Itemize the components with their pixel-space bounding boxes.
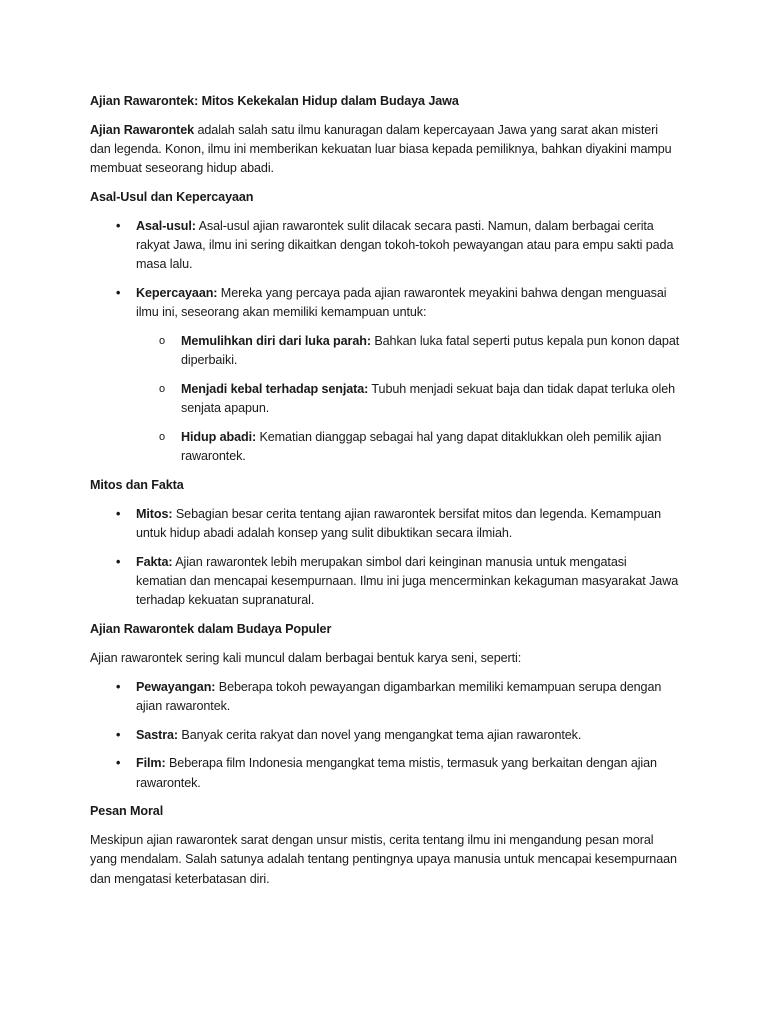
list-item (90, 505, 680, 543)
bullet-icon: • (116, 506, 121, 521)
list-item (90, 678, 680, 716)
intro-text: adalah salah satu ilmu kanuragan dalam kepercayaan Jawa yang sarat akan misteri dan legenda. Konon, ilmu ini memberikan kekuatan luar biasa kepada pemiliknya, bahkan diyakini mampu membuat seseorang hidup abadi. (90, 122, 672, 176)
budaya-populer-intro: Ajian rawarontek sering kali muncul dalam berbagai bentuk karya seni, seperti: (90, 650, 522, 665)
list-item-term: Pewayangan: (136, 679, 216, 694)
document-title: Ajian Rawarontek: Mitos Kekekalan Hidup dalam Budaya Jawa (90, 94, 459, 108)
circle-bullet-icon: o (159, 335, 166, 347)
list-item (90, 726, 680, 745)
bullet-icon: • (116, 756, 121, 771)
list-item-term: Kepercayaan: (136, 286, 218, 300)
list-item (90, 754, 680, 792)
list-item-text: Sebagian besar cerita tentang ajian rawarontek bersifat mitos dan legenda. Kemampuan untuk hidup abadi adalah konsep yang sulit dibuktikan secara ilmiah. (136, 506, 662, 540)
section-heading-asal-usul: Asal-Usul dan Kepercayaan (90, 190, 254, 204)
list-item-text: Asal-usul ajian rawarontek sulit dilacak secara pasti. Namun, dalam berbagai cerita rakyat Jawa, ilmu ini sering dikaitkan dengan tokoh-tokoh pewayangan atau para empu sakti pada masa lalu. (136, 218, 674, 272)
list-item (90, 553, 680, 611)
list-item-text: Mereka yang percaya pada ajian rawarontek meyakini bahwa dengan menguasai ilmu ini, seseorang akan memiliki kemampuan untuk: (136, 286, 667, 320)
list-item-text: Beberapa film Indonesia mengangkat tema mistis, termasuk yang berkaitan dengan ajian rawarontek. (136, 756, 657, 790)
sub-item-text: Kematian dianggap sebagai hal yang dapat ditaklukkan oleh pemilik ajian rawarontek. (181, 430, 662, 464)
sub-list-item (136, 380, 680, 418)
list-item (90, 217, 680, 275)
list-item-term: Mitos: (136, 506, 173, 521)
pesan-moral-paragraph: Meskipun ajian rawarontek sarat dengan unsur mistis, cerita tentang ilmu ini mengandung pesan moral yang mendalam. Salah satunya adalah tentang pentingnya upaya manusia untuk mencapai kesempurnaan dan mengatasi keterbatasan diri. (90, 833, 677, 886)
intro-bold-term: Ajian Rawarontek (90, 122, 195, 137)
bullet-icon: • (116, 554, 121, 569)
list-item-term: Asal-usul: (136, 218, 196, 233)
document-page (90, 92, 680, 898)
bullet-icon: • (116, 727, 121, 742)
intro-paragraph (90, 121, 680, 179)
sub-item-text: Bahkan luka fatal seperti putus kepala pun konon dapat diperbaiki. (181, 334, 680, 368)
list-item-term: Fakta: (136, 554, 173, 569)
section-heading-mitos-fakta: Mitos dan Fakta (90, 478, 184, 492)
bullet-list-mitos-fakta (90, 505, 680, 611)
section-heading-pesan-moral: Pesan Moral (90, 804, 164, 819)
list-item-text: Ajian rawarontek lebih merupakan simbol dari keinginan manusia untuk mengatasi kematian dan mencapai kesempurnaan. Ilmu ini juga mencerminkan kekaguman masyarakat Jawa terhadap kekuatan supranatural. (136, 554, 679, 608)
sub-item-text: Tubuh menjadi sekuat baja dan tidak dapat terluka oleh senjata apapun. (181, 382, 676, 416)
sub-item-term: Menjadi kebal terhadap senjata: (181, 382, 369, 396)
list-item (90, 284, 680, 466)
list-item-term: Sastra: (136, 727, 179, 742)
sub-list-item (136, 428, 680, 466)
sub-list-item (136, 332, 680, 370)
circle-bullet-icon: o (159, 431, 166, 443)
list-item-term: Film: (136, 756, 166, 771)
sub-item-term: Memulihkan diri dari luka parah: (181, 334, 371, 348)
circle-bullet-icon: o (159, 383, 166, 395)
bullet-list-asal-usul (90, 217, 680, 467)
sub-item-term: Hidup abadi: (181, 430, 257, 444)
bullet-icon: • (116, 679, 121, 694)
bullet-icon: • (116, 218, 121, 233)
bullet-list-budaya-populer (90, 678, 680, 793)
list-item-text: Banyak cerita rakyat dan novel yang mengangkat tema ajian rawarontek. (178, 727, 582, 742)
bullet-icon: • (116, 286, 121, 300)
list-item-text: Beberapa tokoh pewayangan digambarkan memiliki kemampuan serupa dengan ajian rawarontek. (136, 679, 662, 713)
sub-list-kemampuan (136, 332, 680, 466)
section-heading-budaya-populer: Ajian Rawarontek dalam Budaya Populer (90, 622, 332, 636)
